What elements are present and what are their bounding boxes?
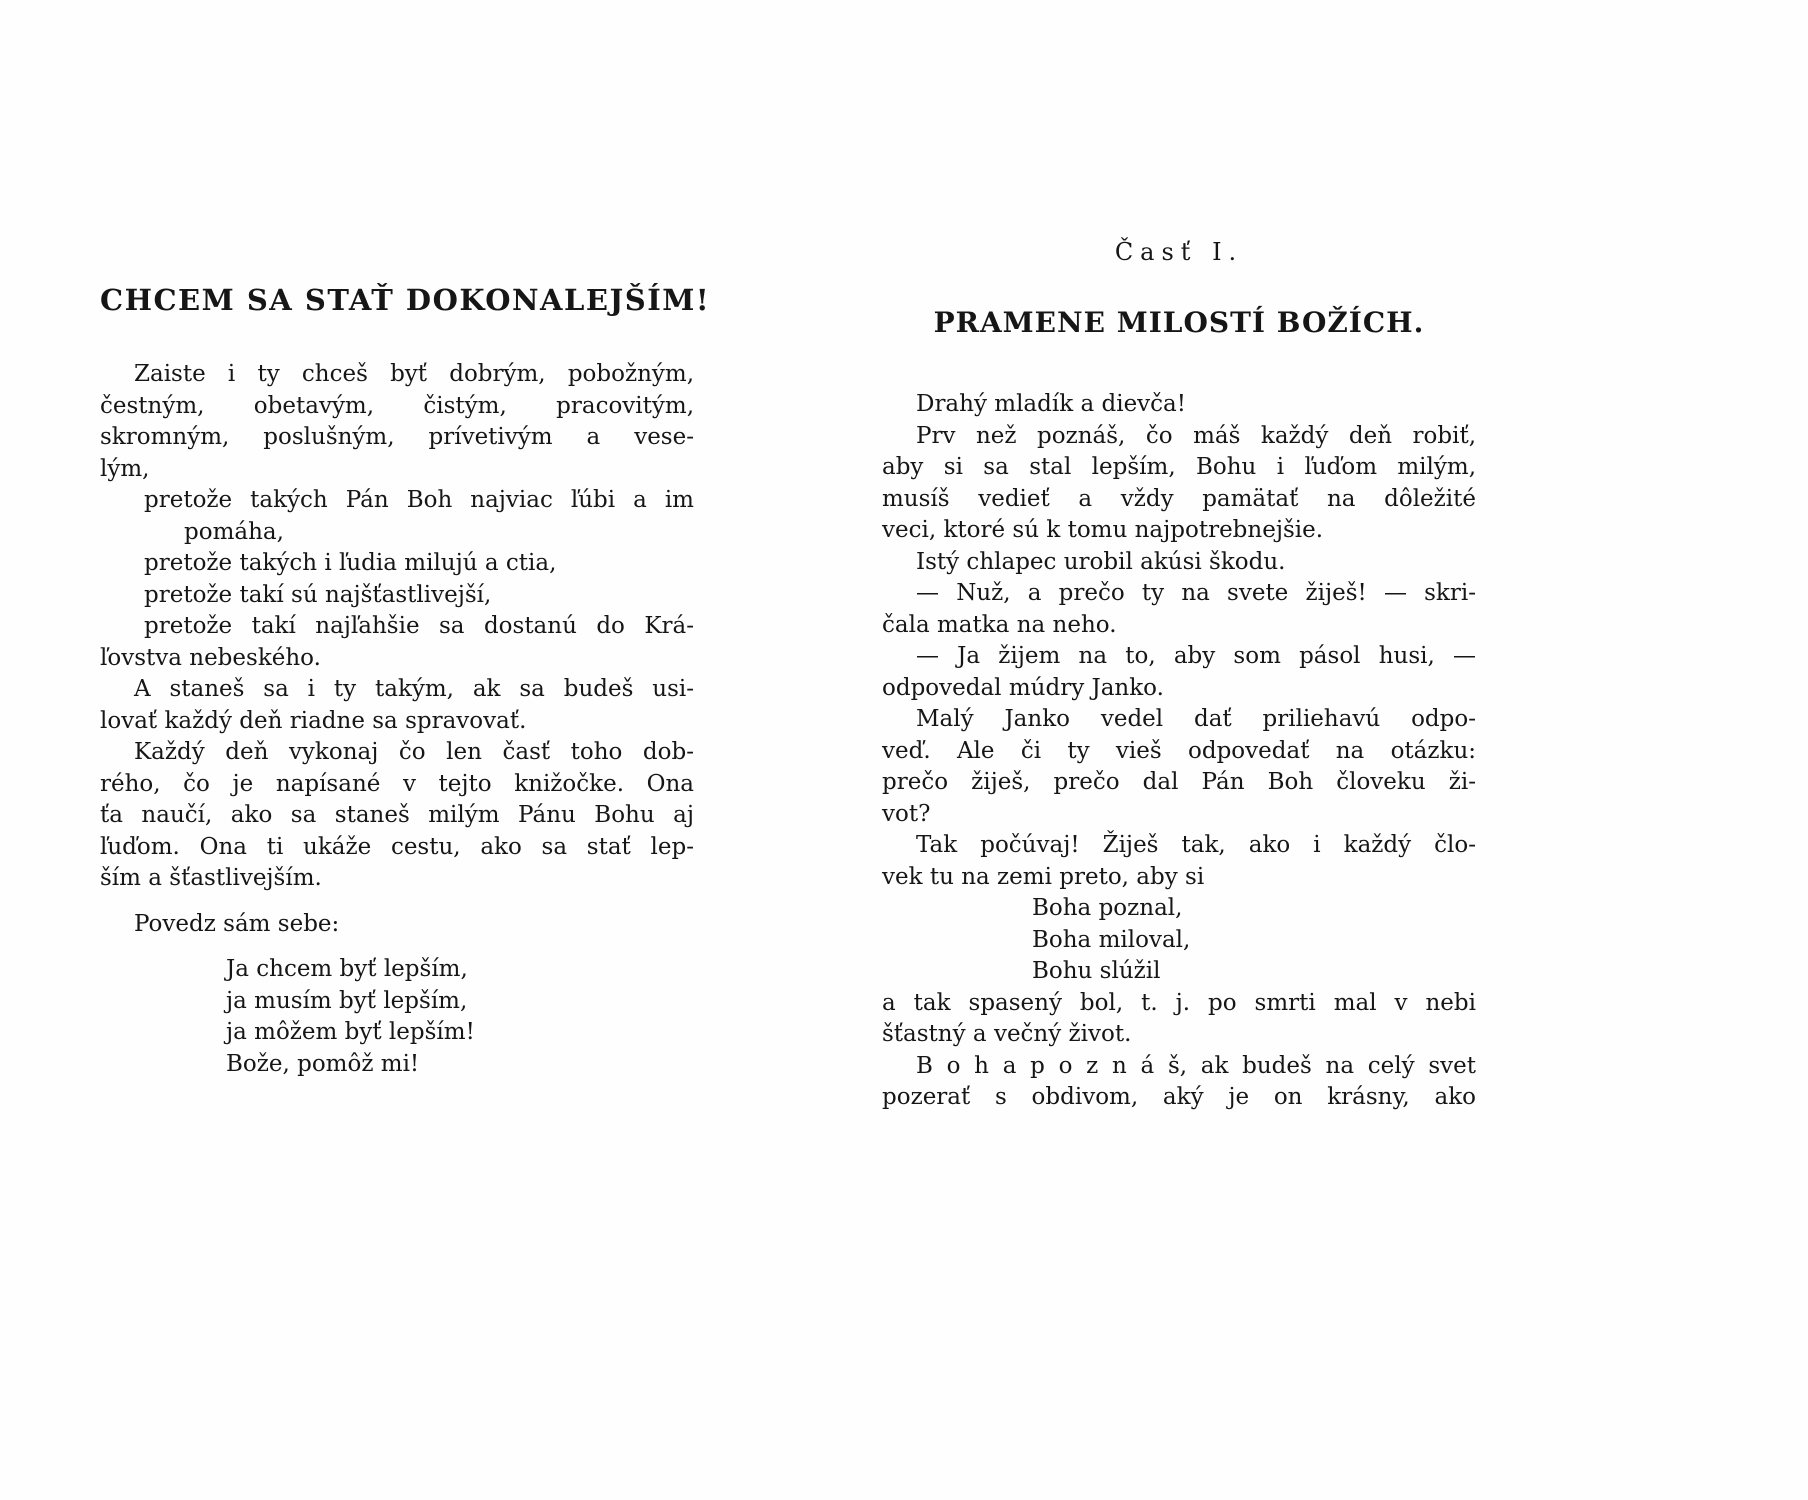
text-line: pozerať s obdivom, aký je on krásny, ako	[882, 1084, 1476, 1110]
text-line: Boha poznal,	[1032, 895, 1183, 921]
text-line: šťastný a večný život.	[882, 1021, 1132, 1047]
text-line: veď. Ale či ty vieš odpovedať na otázku:	[882, 737, 1476, 764]
right-page	[882, 238, 1476, 1114]
text-line: pomáha,	[184, 518, 284, 545]
text-line: veci, ktoré sú k tomu najpotrebnejšie.	[882, 517, 1324, 543]
text-line: pretože takí najľahšie sa dostanú do Krá-	[144, 613, 694, 639]
text-line: Drahý mladík a dievča!	[916, 391, 1187, 417]
text-line: Prv než poznáš, čo máš každý deň robiť,	[916, 422, 1476, 449]
text-line: Tak počúvaj! Žiješ tak, ako i každý člo-	[916, 832, 1476, 858]
text-line: — Ja žijem na to, aby som pásol husi, —	[916, 643, 1476, 669]
part-heading: Časť I.	[1114, 238, 1244, 266]
text-line: Zaiste i ty chceš byť dobrým, pobožným,	[134, 361, 694, 387]
text-line: lovať každý deň riadne sa spravovať.	[100, 707, 527, 734]
text-line: čala matka na neho.	[882, 611, 1117, 638]
left-page-body	[100, 359, 694, 1080]
text-line: a tak spasený bol, t. j. po smrti mal v nebi	[882, 989, 1476, 1016]
text-line: vot?	[882, 800, 931, 827]
left-page-title: CHCEM SA STAŤ DOKONALEJŠÍM!	[100, 283, 711, 317]
text-line: lým,	[100, 455, 150, 482]
right-page-title: PRAMENE MILOSTÍ BOŽÍCH.	[933, 306, 1425, 339]
text-line: vek tu na zemi preto, aby si	[882, 863, 1205, 890]
text-line: ja musím byť lepším,	[226, 987, 468, 1014]
text-line: musíš vedieť a vždy pamätať na dôležité	[882, 485, 1476, 512]
text-line: pretože takí sú najšťastlivejší,	[144, 581, 492, 608]
text-line: odpovedal múdry Janko.	[882, 674, 1164, 701]
text-line: ťa naučí, ako sa staneš milým Pánu Bohu aj	[100, 802, 694, 828]
text-line: aby si sa stal lepším, Bohu i ľuďom milým,	[882, 454, 1476, 480]
text-line: Bože, pomôž mi!	[226, 1050, 420, 1077]
text-line: pretože takých Pán Boh najviac ľúbi a im	[144, 487, 694, 513]
text-line: čestným, obetavým, čistým, pracovitým,	[100, 392, 694, 419]
text-line: skromným, poslušným, prívetivým a vese-	[100, 424, 694, 450]
text-line: Každý deň vykonaj čo len časť toho dob-	[134, 739, 694, 765]
text-line: ja môžem byť lepším!	[226, 1019, 475, 1045]
text-line: ším a šťastlivejším.	[100, 865, 322, 891]
text-line: rého, čo je napísané v tejto knižočke. Ona	[100, 770, 694, 797]
text-line: ľuďom. Ona ti ukáže cestu, ako sa stať lep-	[100, 833, 694, 860]
text-line: Malý Janko vedel dať priliehavú odpo-	[916, 706, 1476, 732]
left-page	[100, 283, 711, 1080]
text-line: Ja chcem byť lepším,	[226, 956, 468, 982]
text-line: Bohu slúžil	[1032, 958, 1161, 984]
text-line: B o h a p o z n á š, ak budeš na celý svet	[916, 1052, 1476, 1079]
right-page-body	[882, 389, 1476, 1114]
text-line: ľovstva nebeského.	[100, 644, 321, 671]
text-line: Istý chlapec urobil akúsi škodu.	[916, 548, 1286, 575]
text-line: A staneš sa i ty takým, ak sa budeš usi-	[134, 676, 694, 702]
text-line: pretože takých i ľudia milujú a ctia,	[144, 550, 557, 576]
text-line: Povedz sám sebe:	[134, 910, 340, 937]
text-line: — Nuž, a prečo ty na svete žiješ! — skri-	[916, 580, 1476, 606]
text-line: Boha miloval,	[1032, 926, 1191, 953]
text-line: prečo žiješ, prečo dal Pán Boh človeku ži-	[882, 769, 1476, 795]
